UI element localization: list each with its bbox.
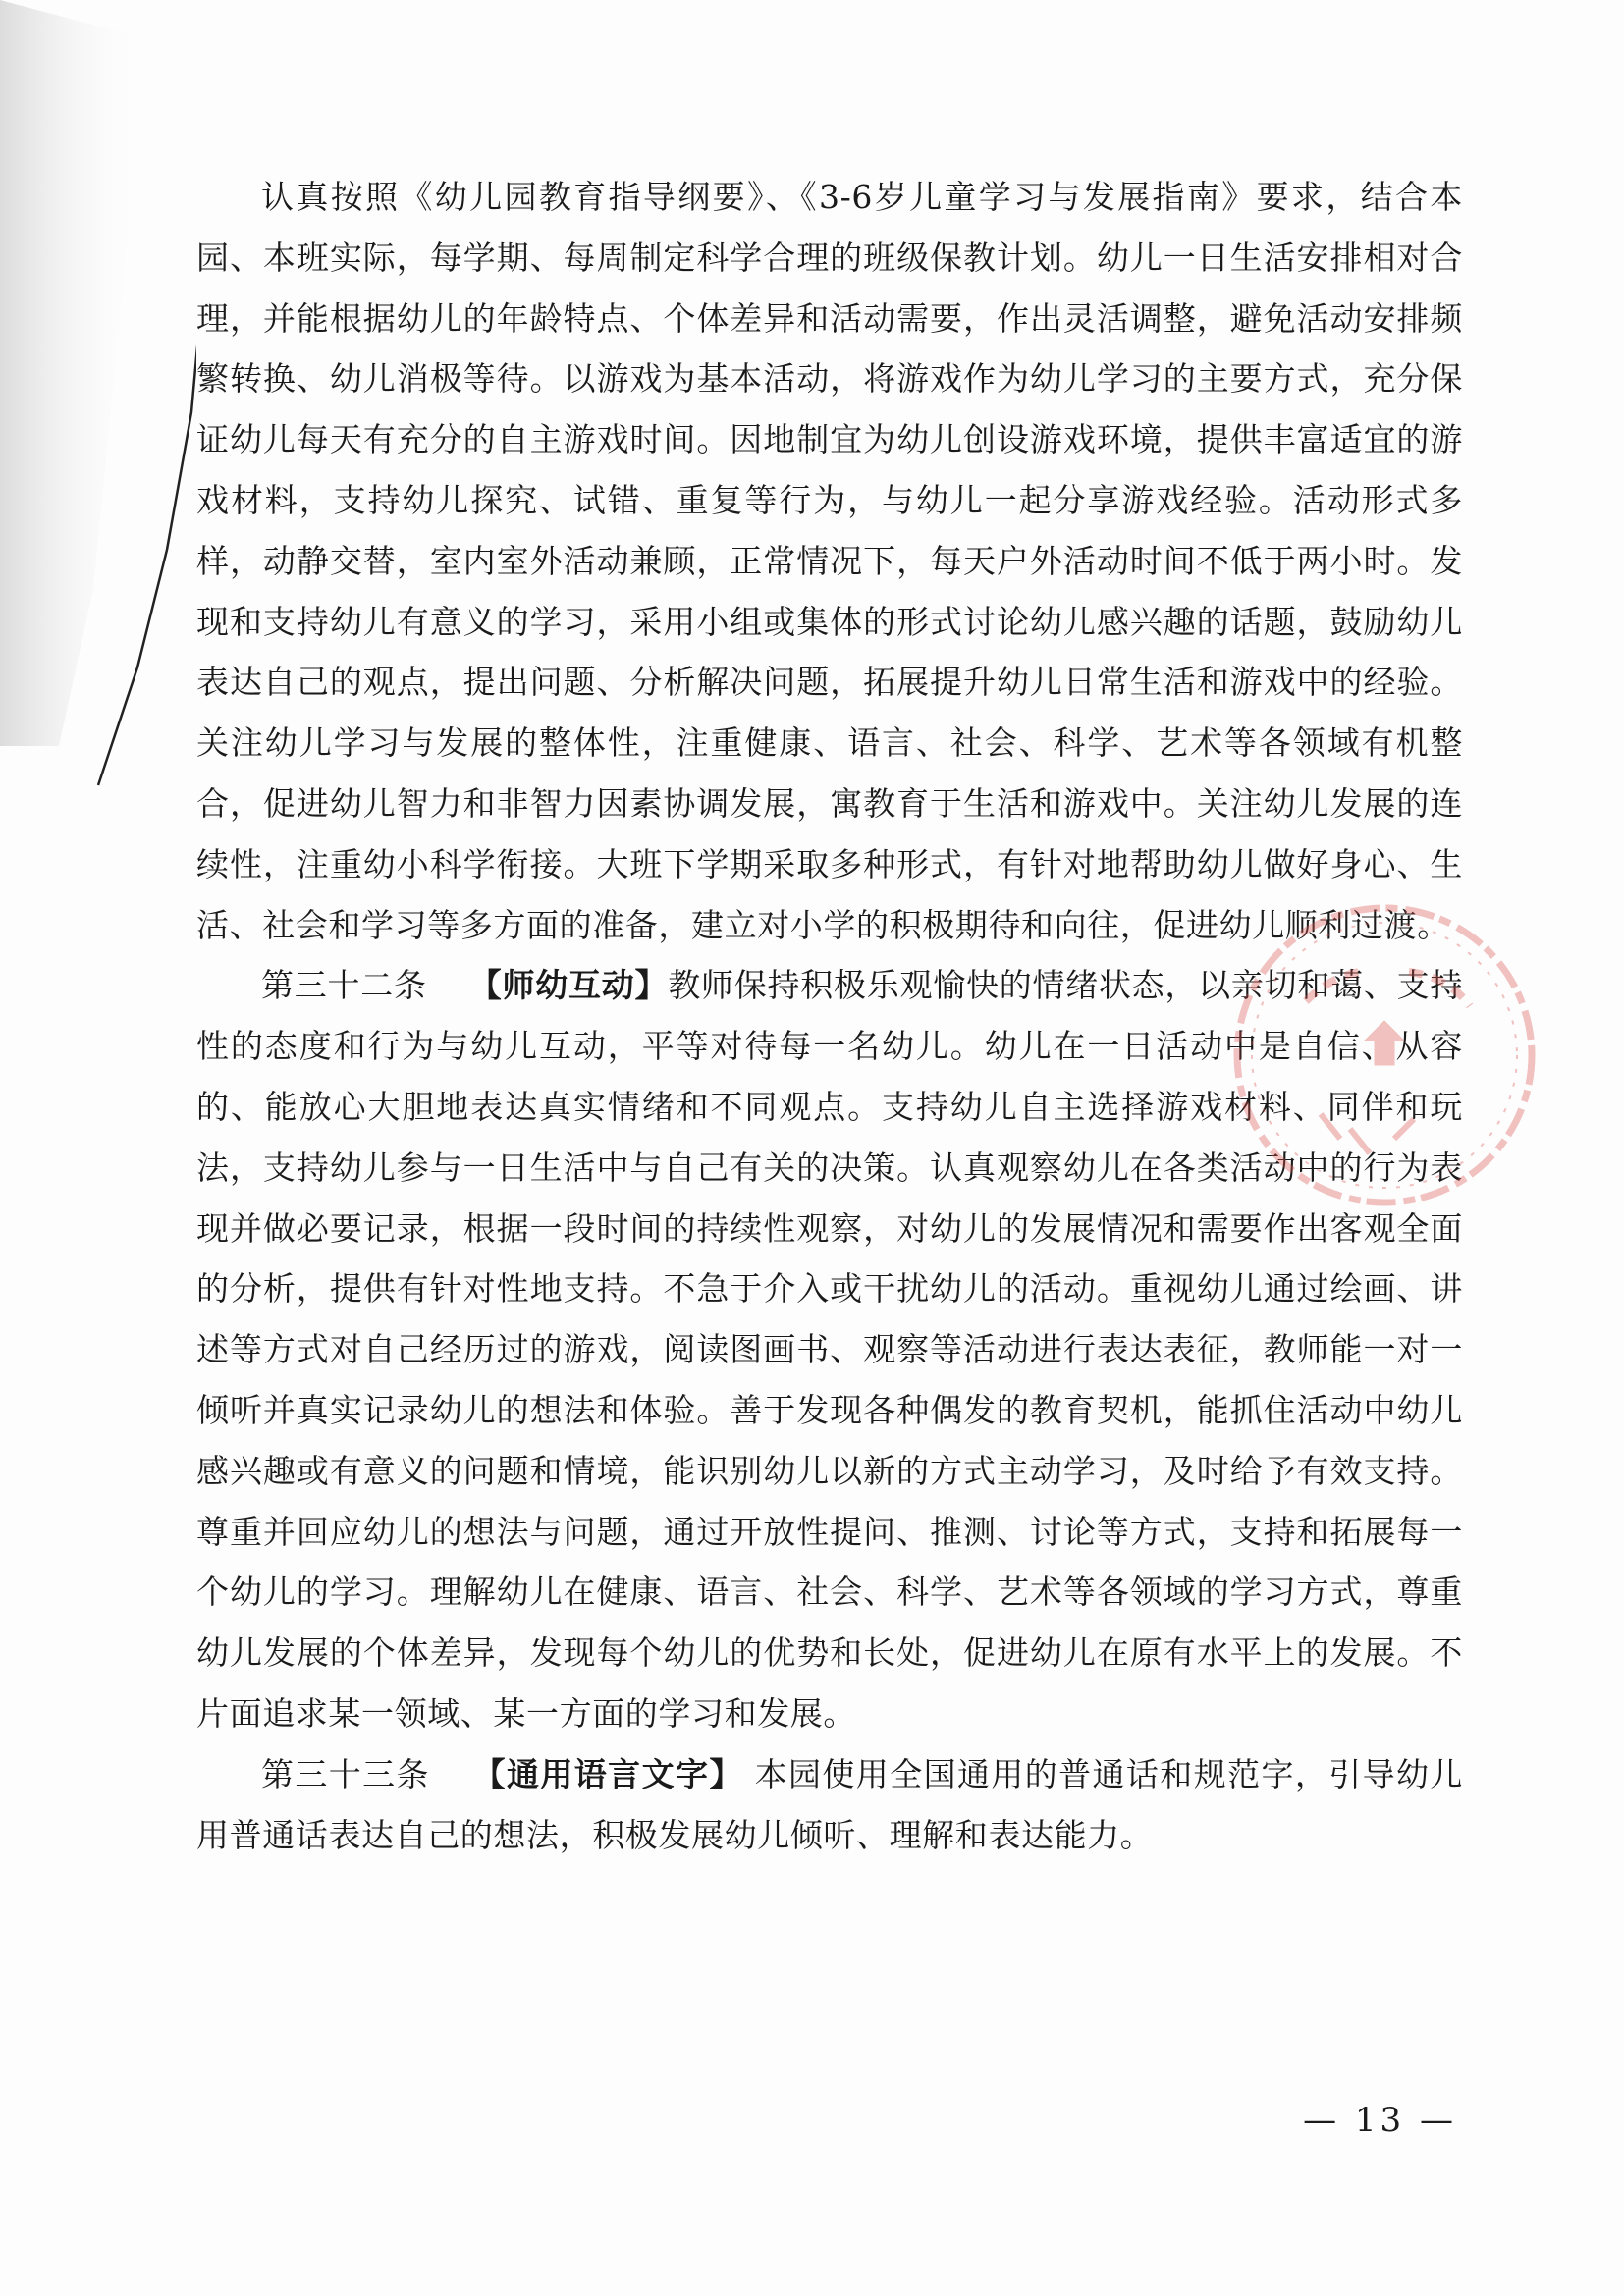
paragraph-text: 本园使用全国通用的普通话和规范字，引导幼儿用普通话表达自己的想法，积极发展幼儿倾听、理解和表达能力。: [196, 1754, 1464, 1854]
paragraph-article-33: [196, 1744, 1463, 1866]
paragraph-text: 认真按照《幼儿园教育指导纲要》、《3-6岁儿童学习与发展指南》要求，结合本园、本班实际，每学期、每周制定科学合理的班级保教计划。幼儿一日生活安排相对合理，并能根据幼儿的年龄特点、个体差异和活动需要，作出灵活调整，避免活动安排频繁转换、幼儿消极等待。以游戏为基本活动，将游戏作为幼儿学习的主要方式，充分保证幼儿每天有充分的自主游戏时间。因地制宜为幼儿创设游戏环境，提供丰富适宜的游戏材料，支持幼儿探究、试错、重复等行为，与幼儿一起分享游戏经验。活动形式多样，动静交替，室内室外活动兼顾，正常情况下，每天户外活动时间不低于两小时。发现和支持幼儿有意义的学习，采用小组或集体的形式讨论幼儿感兴趣的话题，鼓励幼儿表达自己的观点，提出问题、分析解决问题，拓展提升幼儿日常生活和游戏中的经验。关注幼儿学习与发展的整体性，注重健康、语言、社会、科学、艺术等各领域有机整合，促进幼儿智力和非智力因素协调发展，寓教育于生活和游戏中。关注幼儿发展的连续性，注重幼小科学衔接。大班下学期采取多种形式，有针对地帮助幼儿做好身心、生活、社会和学习等多方面的准备，建立对小学的积极期待和向往，促进幼儿顺利过渡。: [196, 178, 1463, 944]
page-number: — 13 —: [1303, 2101, 1457, 2140]
document-body: [196, 167, 1463, 1865]
page-fold-shadow: [0, 0, 196, 883]
article-number: 第三十三条: [261, 1754, 430, 1793]
paragraph-intro: [196, 167, 1463, 955]
paragraph-article-32: [196, 955, 1463, 1743]
paragraph-text: 教师保持积极乐观愉快的情绪状态，以亲切和蔼、支持性的态度和行为与幼儿互动，平等对待每一名幼儿。幼儿在一日活动中是自信、从容的、能放心大胆地表达真实情绪和不同观点。支持幼儿自主选择游戏材料、同伴和玩法，支持幼儿参与一日生活中与自己有关的决策。认真观察幼儿在各类活动中的行为表现并做必要记录，根据一段时间的持续性观察，对幼儿的发展情况和需要作出客观全面的分析，提供有针对性地支持。不急于介入或干扰幼儿的活动。重视幼儿通过绘画、讲述等方式对自己经历过的游戏，阅读图画书、观察等活动进行表达表征，教师能一对一倾听并真实记录幼儿的想法和体验。善于发现各种偶发的教育契机，能抓住活动中幼儿感兴趣或有意义的问题和情境，能识别幼儿以新的方式主动学习，及时给予有效支持。尊重并回应幼儿的想法与问题，通过开放性提问、推测、讨论等方式，支持和拓展每一个幼儿的学习。理解幼儿在健康、语言、社会、科学、艺术等各领域的学习方式，尊重幼儿发展的个体差异，发现每个幼儿的优势和长处，促进幼儿在原有水平上的发展。不片面追求某一领域、某一方面的学习和发展。: [196, 966, 1463, 1733]
article-title: 【通用语言文字】: [471, 1754, 743, 1793]
article-title: 【师幼互动】: [468, 966, 669, 1005]
article-number: 第三十二条: [261, 966, 427, 1005]
